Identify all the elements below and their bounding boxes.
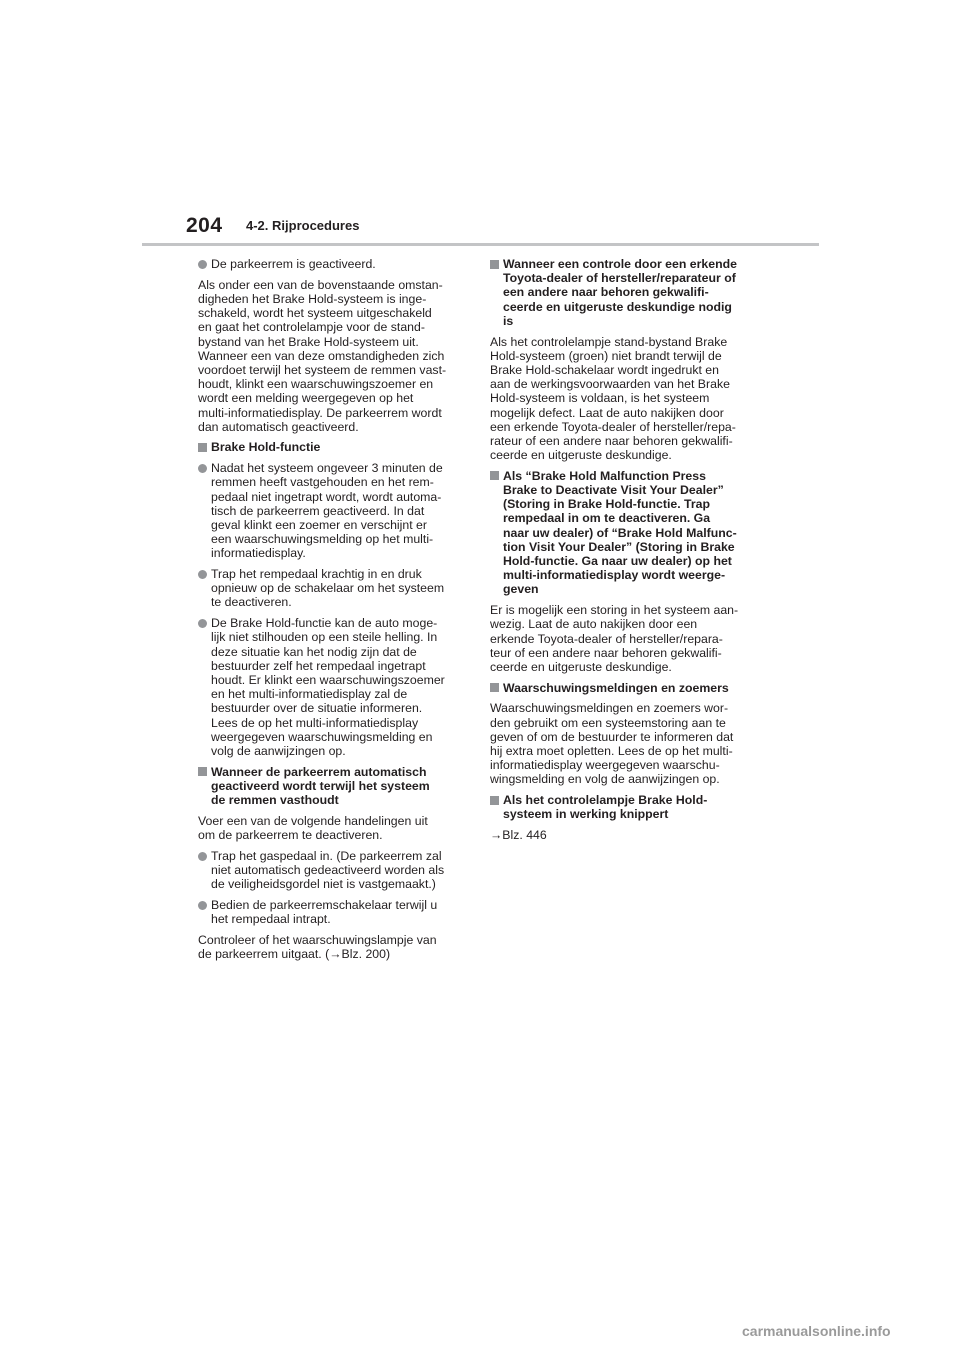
text-line: Brake Hold-schakelaar wordt ingedrukt en <box>490 362 719 377</box>
right-column-heading-4 <box>490 681 758 695</box>
text-line: Als het controlelampje stand-bystand Brake <box>490 334 728 349</box>
text-line: pedaal niet ingetrapt wordt, wordt automa- <box>211 489 442 504</box>
text-line: →Blz. 446 <box>490 828 547 843</box>
text-line: Trap het rempedaal krachtig in en druk <box>211 567 422 582</box>
left-column-bullet-5 <box>198 616 466 758</box>
left-column-bullet-0 <box>198 257 466 271</box>
text-line: ceerde en uitgeruste deskundige nodig <box>503 299 732 314</box>
text-line: en het multi-informatiedisplay zal de <box>211 687 408 702</box>
text-line: te deactiveren. <box>211 595 292 610</box>
text-line: volg de aanwijzingen op. <box>211 744 346 758</box>
text-line: het rempedaal intrapt. <box>211 912 331 927</box>
text-line: informatiedisplay. <box>211 546 306 561</box>
text-line: de remmen vasthoudt <box>211 793 339 808</box>
text-line: weergegeven waarschuwingsmelding en <box>211 729 433 744</box>
text-line: tisch de parkeerrem geactiveerd. In dat <box>211 503 425 518</box>
section-title: 4-2. Rijprocedures <box>246 218 360 233</box>
text-line: digheden het Brake Hold-systeem is inge- <box>198 291 427 306</box>
text-line: schakeld, wordt het systeem uitgeschakeld <box>198 306 432 321</box>
text-line: remmen heeft vastgehouden en het rem- <box>211 475 434 490</box>
text-line: Wanneer de parkeerrem automatisch <box>211 764 427 779</box>
text-line: systeem in werking knippert <box>503 807 669 822</box>
text-line: Lees de op het multi-informatiedisplay <box>211 715 419 730</box>
text-line: bestuurder zelf het rempedaal ingetrapt <box>211 658 426 673</box>
text-line: naar uw dealer) of “Brake Hold Malfunc- <box>503 525 737 540</box>
text-line: rateur of een andere naar behoren gekwalifi- <box>490 433 733 448</box>
right-column-para-3 <box>490 603 758 674</box>
text-line: mogelijk defect. Laat de auto nakijken door <box>490 405 724 420</box>
text-line: aan de werkingsvoorwaarden van het Brake <box>490 377 730 392</box>
left-column-bullet-8 <box>198 849 466 892</box>
left-column <box>198 257 466 968</box>
text-line: multi-informatiedisplay wordt weerge- <box>503 568 726 583</box>
text-line: Trap het gaspedaal in. (De parkeerrem zal <box>211 848 442 863</box>
left-column-heading-2 <box>198 440 466 454</box>
text-line: Als het controlelampje Brake Hold- <box>503 793 708 808</box>
text-line: erkende Toyota-dealer of hersteller/repara- <box>490 631 723 646</box>
text-line: Controleer of het waarschuwingslampje van <box>198 932 437 947</box>
text-line: wingsmelding en volg de aanwijzingen op. <box>490 772 720 787</box>
text-line: is <box>503 313 514 328</box>
right-column-para-1 <box>490 335 758 463</box>
text-line: geval klinkt een zoemer en verschijnt er <box>211 517 427 532</box>
text-line: Hold-systeem (groen) niet brandt terwijl de <box>490 348 722 363</box>
text-line: dan automatisch geactiveerd. <box>198 419 359 434</box>
text-line: hij extra moet opletten. Lees de op het multi- <box>490 744 733 758</box>
text-line: tion Visit Your Dealer” (Storing in Brake <box>503 539 735 554</box>
text-line: Waarschuwingsmeldingen en zoemers <box>503 680 729 695</box>
right-column-heading-0 <box>490 257 758 328</box>
text-line: Bedien de parkeerremschakelaar terwijl u <box>211 897 438 912</box>
left-column-para-7 <box>198 814 466 842</box>
right-column-para-7 <box>490 828 758 842</box>
text-line: houdt, klinkt een waarschuwingszoemer en <box>198 377 434 392</box>
text-line: Brake Hold-functie <box>211 440 321 455</box>
text-line: voordoet terwijl het systeem de remmen vast- <box>198 362 447 377</box>
right-column-heading-6 <box>490 793 758 821</box>
text-line: ceerde en uitgeruste deskundige. <box>490 659 672 674</box>
text-line: rempedaal in om te deactiveren. Ga <box>503 511 711 526</box>
text-line: ceerde en uitgeruste deskundige. <box>490 448 672 463</box>
text-line: informatiedisplay weergegeven waarschu- <box>490 758 720 773</box>
text-line: wezig. Laat de auto nakijken door een <box>490 617 698 632</box>
text-line: (Storing in Brake Hold-functie. Trap <box>503 497 711 512</box>
text-line: Brake to Deactivate Visit Your Dealer” <box>503 483 724 498</box>
text-line: bystand van het Brake Hold-systeem uit. <box>198 334 419 349</box>
text-line: een waarschuwingsmelding op het multi- <box>211 532 434 547</box>
text-line: en gaat het controlelampje voor de stand- <box>198 320 425 335</box>
header-divider <box>142 243 819 246</box>
text-line: Hold-functie. Ga naar uw dealer) op het <box>503 554 732 569</box>
left-column-bullet-9 <box>198 898 466 926</box>
page-number: 204 <box>186 214 223 237</box>
right-column <box>490 257 758 849</box>
text-line: den gebruikt om een systeemstoring aan te <box>490 715 726 730</box>
text-line: geactiveerd wordt terwijl het systeem <box>211 778 430 793</box>
text-line: Hold-systeem is voldaan, is het systeem <box>490 391 710 406</box>
right-column-para-5 <box>490 701 758 786</box>
left-column-bullet-3 <box>198 461 466 560</box>
left-column-heading-6 <box>198 765 466 808</box>
left-column-para-1 <box>198 278 466 434</box>
text-line: teur of een andere naar behoren gekwalifi- <box>490 645 722 660</box>
left-column-bullet-4 <box>198 567 466 610</box>
text-line: Als onder een van de bovenstaande omstan- <box>198 277 443 292</box>
text-line: Nadat het systeem ongeveer 3 minuten de <box>211 461 443 476</box>
text-line: de veiligheidsgordel niet is vastgemaakt.) <box>211 877 436 892</box>
text-line: houdt. Er klinkt een waarschuwingszoemer <box>211 672 445 687</box>
right-column-heading-2 <box>490 469 758 597</box>
text-line: Toyota-dealer of hersteller/reparateur of <box>503 271 736 286</box>
text-line: Als “Brake Hold Malfunction Press <box>503 468 706 483</box>
page-header <box>0 0 960 250</box>
text-line: Voer een van de volgende handelingen uit <box>198 813 428 828</box>
text-line: deze situatie kan het nodig zijn dat de <box>211 644 417 659</box>
text-line: De Brake Hold-functie kan de auto moge- <box>211 616 438 631</box>
text-line: Er is mogelijk een storing in het systeem aan- <box>490 603 739 618</box>
text-line: Waarschuwingsmeldingen en zoemers wor- <box>490 701 729 716</box>
text-line: multi-informatiedisplay. De parkeerrem wordt <box>198 405 442 420</box>
text-line: om de parkeerrem te deactiveren. <box>198 828 383 843</box>
text-line: niet automatisch gedeactiveerd worden als <box>211 862 445 877</box>
text-line: een erkende Toyota-dealer of hersteller/repa- <box>490 419 736 434</box>
text-line: wordt een melding weergegeven op het <box>198 391 414 406</box>
watermark: carmanualsonline.info <box>742 1323 891 1339</box>
text-line: opnieuw op de schakelaar om het systeem <box>211 581 445 596</box>
left-column-para-10 <box>198 933 466 961</box>
text-line: Wanneer een van deze omstandigheden zich <box>198 348 445 363</box>
text-line: Wanneer een controle door een erkende <box>503 257 737 271</box>
text-line: een andere naar behoren gekwalifi- <box>503 285 709 300</box>
text-line: bestuurder over de situatie informeren. <box>211 701 423 716</box>
text-line: de parkeerrem uitgaat. (→Blz. 200) <box>198 946 391 961</box>
text-line: lijk niet stilhouden op een steile helling. In <box>211 630 438 645</box>
text-line: De parkeerrem is geactiveerd. <box>211 257 376 271</box>
text-line: geven <box>503 582 539 597</box>
text-line: geven of om de bestuurder te informeren dat <box>490 729 734 744</box>
